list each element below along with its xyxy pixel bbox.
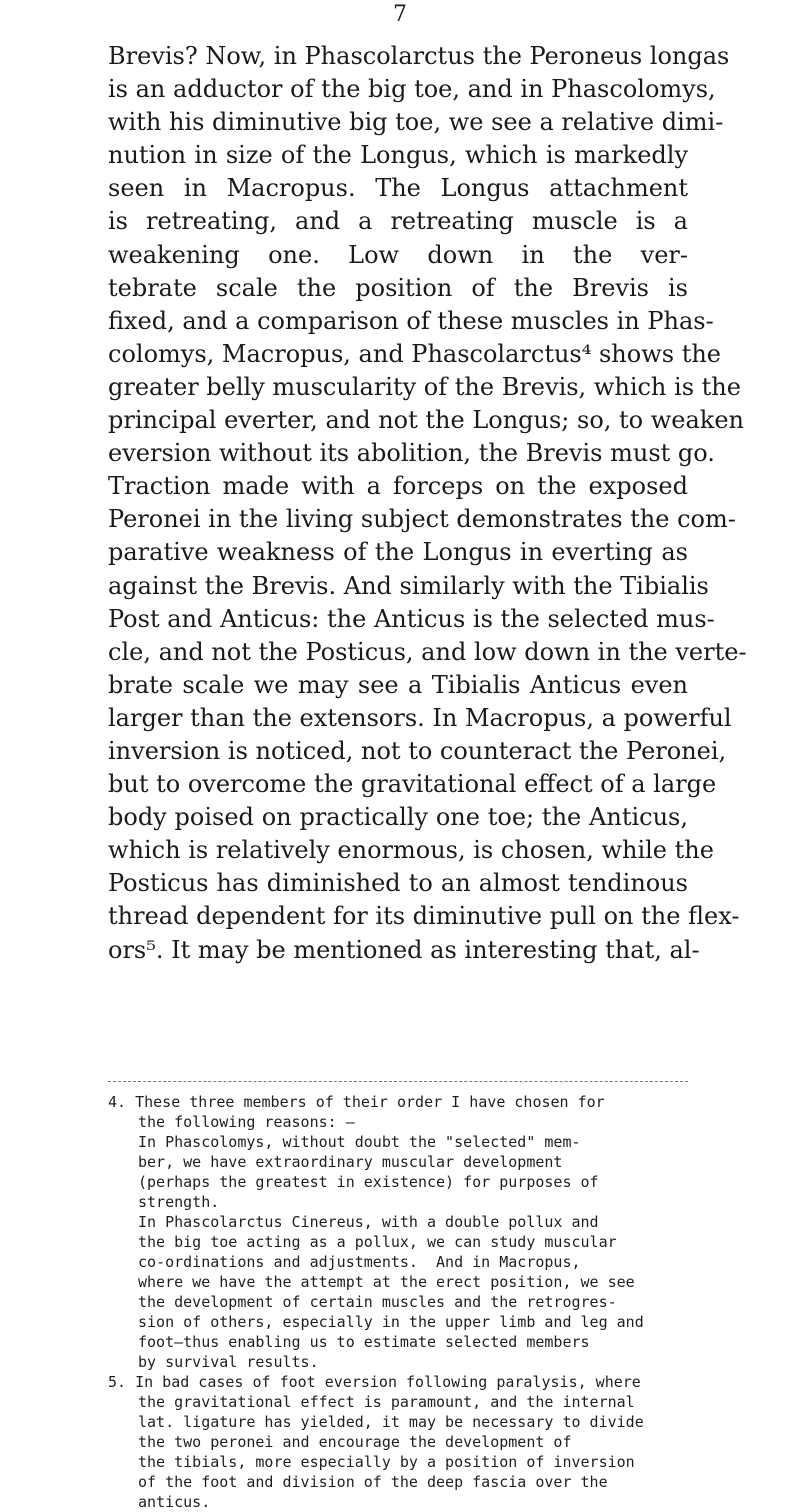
text-line: inversion is noticed, not to counteract the Peronei, (108, 736, 727, 765)
footnote-line: where we have the attempt at the erect position, we see (138, 1273, 635, 1291)
footnote-line: 4. These three members of their order I have chosen for (108, 1093, 605, 1111)
text-line: principal everter, and not the Longus; so, to weaken (108, 406, 745, 435)
text-line: larger than the extensors. In Macropus, a powerful (108, 703, 732, 732)
text-line: cle, and not the Posticus, and low down in the verte- (108, 637, 747, 666)
footnote-line: anticus. (138, 1493, 211, 1511)
text-line: body poised on practically one toe; the Anticus, (108, 803, 688, 832)
text-line: Posticus has diminished to an almost tendinous (108, 869, 688, 898)
footnote-line: lat. ligature has yielded, it may be necessary to divide (138, 1413, 644, 1431)
footnote-line: foot—thus enabling us to estimate selected members (138, 1333, 590, 1351)
footnote-divider (108, 1081, 688, 1082)
text-line: ors⁵. It may be mentioned as interesting that, al- (108, 935, 700, 964)
footnotes (108, 1092, 692, 1512)
footnote-line: sion of others, especially in the upper limb and leg and (138, 1313, 644, 1331)
footnote-line: of the foot and division of the deep fascia over the (138, 1473, 608, 1491)
footnote-line: by survival results. (138, 1353, 319, 1371)
footnote-line: co-ordinations and adjustments. And in Macropus, (138, 1253, 581, 1271)
text-line: Peronei in the living subject demonstrates the com- (108, 505, 736, 534)
text-line: thread dependent for its diminutive pull on the flex- (108, 902, 740, 931)
text-line: Traction made with a forceps on the exposed (108, 472, 688, 501)
text-line: nution in size of the Longus, which is markedly (108, 141, 688, 170)
text-line: parative weakness of the Longus in everting as (108, 538, 688, 567)
footnote-line: the following reasons: — (138, 1113, 355, 1131)
text-line: seen in Macropus. The Longus attachment (108, 174, 688, 203)
text-line: tebrate scale the position of the Brevis is (108, 273, 688, 302)
text-line: against the Brevis. And similarly with the Tibialis (108, 571, 709, 600)
footnote-line: the big toe acting as a pollux, we can study muscular (138, 1233, 617, 1251)
footnote-line: the tibials, more especially by a position of inversion (138, 1453, 635, 1471)
footnote-line: (perhaps the greatest in existence) for purposes of (138, 1173, 599, 1191)
text-line: fixed, and a comparison of these muscles in Phas- (108, 306, 714, 335)
footnote-line: strength. (138, 1193, 220, 1211)
footnote-line: the development of certain muscles and the retrogres- (138, 1293, 617, 1311)
text-line: is an adductor of the big toe, and in Phascolomys, (108, 75, 716, 104)
footnote-line: In Phascolarctus Cinereus, with a double pollux and (138, 1213, 599, 1231)
text-line: but to overcome the gravitational effect of a large (108, 770, 717, 799)
text-line: greater belly muscularity of the Brevis, which is the (108, 372, 741, 401)
text-line: Post and Anticus: the Anticus is the selected mus- (108, 604, 715, 633)
footnote-line: In Phascolomys, without doubt the "selected" mem- (138, 1133, 581, 1151)
text-line: eversion without its abolition, the Brevis must go. (108, 439, 715, 468)
text-line: colomys, Macropus, and Phascolarctus⁴ shows the (108, 339, 722, 368)
footnote-line: 5. In bad cases of foot eversion following paralysis, where (108, 1373, 641, 1391)
footnote-line: ber, we have extraordinary muscular development (138, 1153, 563, 1171)
text-line: which is relatively enormous, is chosen, while the (108, 836, 714, 865)
text-line: with his diminutive big toe, we see a relative dimi- (108, 108, 724, 137)
footnote-line: the gravitational effect is paramount, and the internal (138, 1393, 635, 1411)
text-line: is retreating, and a retreating muscle is a (108, 207, 688, 236)
text-line: brate scale we may see a Tibialis Anticus even (108, 670, 688, 699)
main-text (108, 40, 747, 967)
footnote-line: the two peronei and encourage the development of (138, 1433, 572, 1451)
text-line: weakening one. Low down in the ver- (108, 240, 688, 269)
page-number: 7 (393, 2, 407, 27)
text-line: Brevis? Now, in Phascolarctus the Peroneus longas (108, 42, 730, 70)
